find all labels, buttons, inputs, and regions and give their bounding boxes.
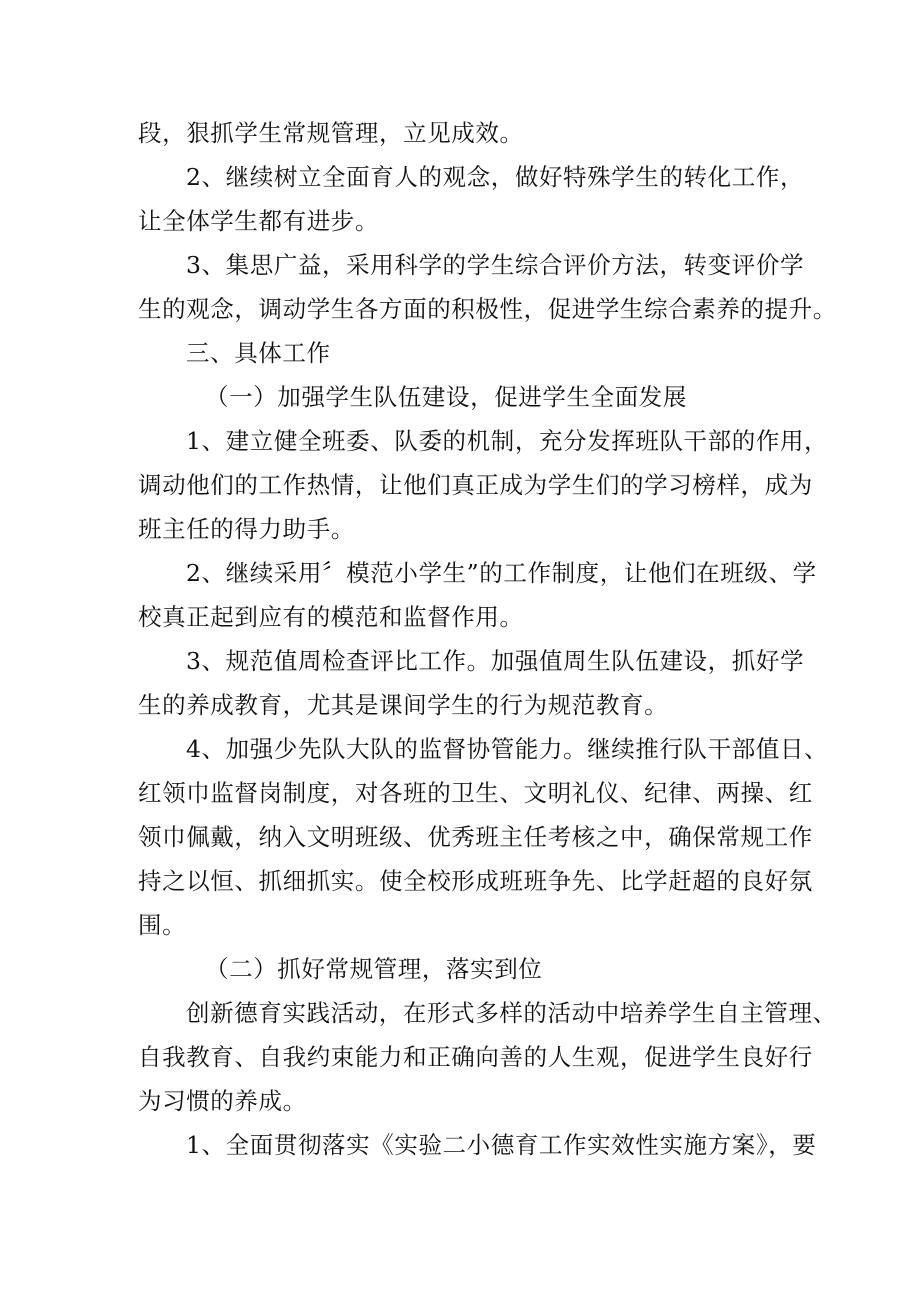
text-line: 自我教育、自我约束能力和正确向善的人生观，促进学生良好行 [138,1043,813,1071]
subsection-heading: （二）抓好常规管理，落实到位 [205,955,543,983]
text-line: 1、全面贯彻落实《实验二小德育工作实效性实施方案》，要 [186,1131,817,1159]
text-line: 4、加强少先队大队的监督协管能力。继续推行队干部值日、 [186,735,829,763]
text-line: 2、继续树立全面育人的观念，做好特殊学生的转化工作， [186,163,805,191]
text-line: 段，狠抓学生常规管理，立见成效。 [138,119,524,147]
text-line: 班主任的得力助手。 [138,515,355,543]
text-line: 创新德育实践活动，在形式多样的活动中培养学生自主管理、 [186,999,837,1027]
text-line: 调动他们的工作热情，让他们真正成为学生们的学习榜样，成为 [138,471,813,499]
subsection-heading: （一）加强学生队伍建设，促进学生全面发展 [205,383,687,411]
text-line: 红领巾监督岗制度，对各班的卫生、文明礼仪、纪律、两操、红 [138,779,813,807]
text-line: 持之以恒、抓细抓实。使全校形成班班争先、比学赶超的良好氛 [138,867,813,895]
text-line: 校真正起到应有的模范和监督作用。 [138,603,524,631]
text-line: 围。 [138,911,187,939]
text-line: 让全体学生都有进步。 [138,207,379,235]
text-line: 3、集思广益，采用科学的学生综合评价方法，转变评价学 [186,251,805,279]
section-heading: 三、具体工作 [186,339,331,367]
text-line: 为习惯的养成。 [138,1087,307,1115]
text-line: 领巾佩戴，纳入文明班级、优秀班主任考核之中，确保常规工作 [138,823,813,851]
text-line: 生的养成教育，尤其是课间学生的行为规范教育。 [138,691,669,719]
text-line: 生的观念，调动学生各方面的积极性，促进学生综合素养的提升。 [138,295,837,323]
text-line: 2、继续采用〞模范小学生”的工作制度，让他们在班级、学 [186,559,817,587]
text-line: 3、规范值周检查评比工作。加强值周生队伍建设，抓好学 [186,647,805,675]
text-line: 1、建立健全班委、队委的机制，充分发挥班队干部的作用， [186,427,829,455]
